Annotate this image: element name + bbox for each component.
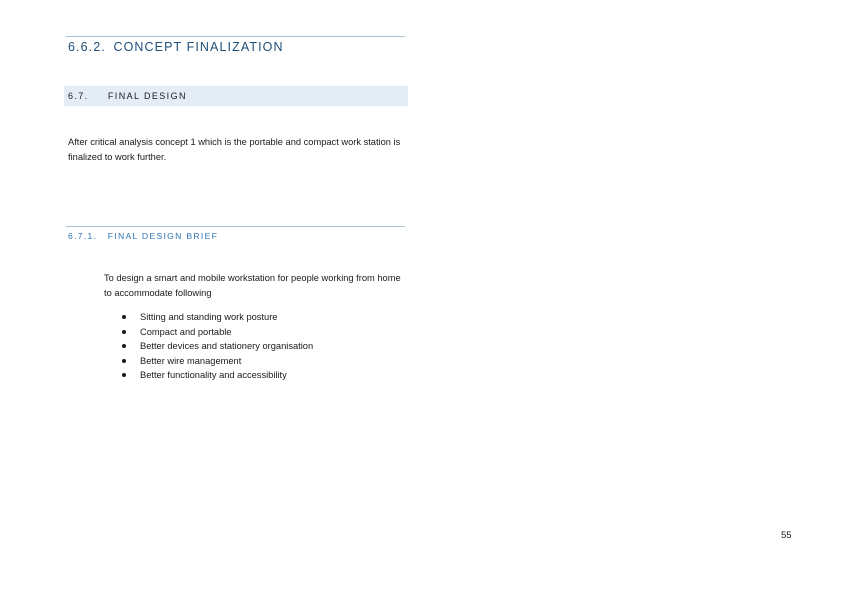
bullet-icon [122,344,126,348]
heading-number: 6.6.2. [68,40,106,54]
brief-intro-paragraph: To design a smart and mobile workstation for people working from home to accommodate following [104,273,401,298]
section-rule-top [66,36,405,37]
final-design-paragraph: After critical analysis concept 1 which is the portable and compact work station is finalized to work further. [68,137,401,162]
list-item-text: Sitting and standing work posture [140,312,278,322]
bullet-icon [122,373,126,377]
list-item-text: Compact and portable [140,326,232,337]
list-item-text: Better functionality and accessibility [140,370,287,380]
list-item [104,310,313,325]
heading-concept-finalization [68,40,284,54]
heading-number: 6.7. [68,91,89,101]
bullet-icon [122,315,126,319]
list-item [104,339,313,354]
list-item-text: Better wire management [140,355,242,366]
bullet-icon [122,330,126,334]
heading-final-design [68,91,187,101]
heading-title: FINAL DESIGN [107,91,187,101]
bullet-icon [122,359,126,363]
brief-list [104,310,313,383]
heading-number: 6.7.1. [68,231,98,241]
heading-final-design-brief [68,231,218,241]
list-item-text: Better devices and stationery organisation [140,341,314,351]
heading-title: CONCEPT FINALIZATION [113,40,284,54]
list-item [104,354,313,369]
page-number: 55 [781,530,792,541]
heading-title: FINAL DESIGN BRIEF [107,231,219,241]
list-item [104,325,313,340]
list-item [104,368,313,383]
section-rule-brief [66,226,405,227]
